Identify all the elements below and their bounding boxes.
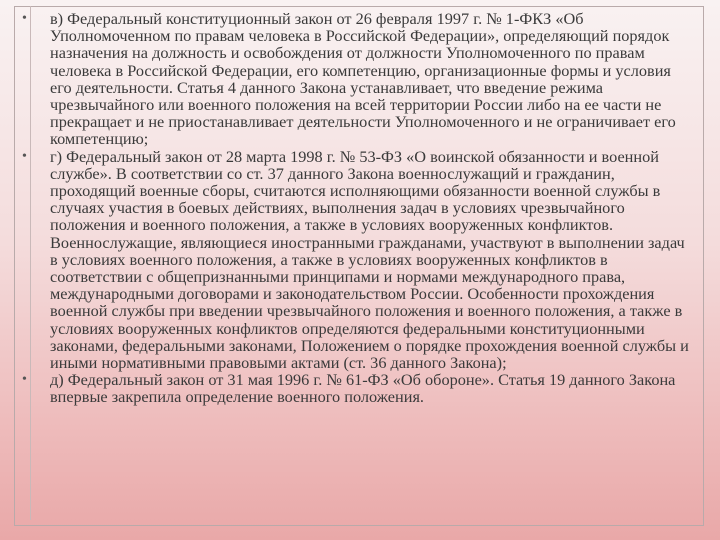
bullet-dot-icon: • [22,372,27,388]
bullet-item-d [18,371,694,405]
bullet-dot-icon: • [22,11,27,26]
bullet-text: г) Федеральный закон от 28 марта 1998 г. № 53-ФЗ «О воинской обязанности и военной службе». В соответствии со ст. 37 данного Закона военнослужащий и гражданин, проходящий военные сборы, считаются исполняющими обязанности военной службы в случаях участия в боевых действиях, выполнения задач в условиях чрезвычайного положения и военного положения, а также в условиях вооруженных конфликтов. Военнослужащие, являющиеся иностранными гражданами, участвуют в выполнении задач в условиях военного положения, а также в условиях вооруженных конфликтов в соответствии с общепризнанными принципами и нормами международного права, международными договорами и законодательством России. Особенности прохождения военной службы при введении чрезвычайного положения и военного положения, а также в условиях вооруженных конфликтов определяются федеральными конституционными законами, федеральными законами, Положением о порядке прохождения военной службы и иными нормативными правовыми актами (ст. 36 данного Закона); [50,146,689,373]
bullet-dot-icon: • [22,148,27,164]
bullet-item-v [18,10,694,148]
slide-content [18,10,694,406]
bullet-text: д) Федеральный закон от 31 мая 1996 г. № 61-ФЗ «Об обороне». Статья 19 данного Закона впервые закрепила определение военного положения. [50,370,676,407]
bullet-text: в) Федеральный конституционный закон от 26 февраля 1997 г. № 1-ФКЗ «Об Уполномоченном по правам человека в Российской Федерации», определяющий порядок назначения на должность и освобождения от должности Уполномоченного по правам человека в Российской Федерации, его компетенцию, организационные формы и условия его деятельности. Статья 4 данного Закона устанавливает, что введение режима чрезвычайного или военного положения на всей территории России либо на ее части не прекращает и не приостанавливает деятельности Уполномоченного и не ограничивает его компетенцию; [50,9,676,149]
bullet-list [18,10,694,406]
bullet-item-g [18,148,694,372]
